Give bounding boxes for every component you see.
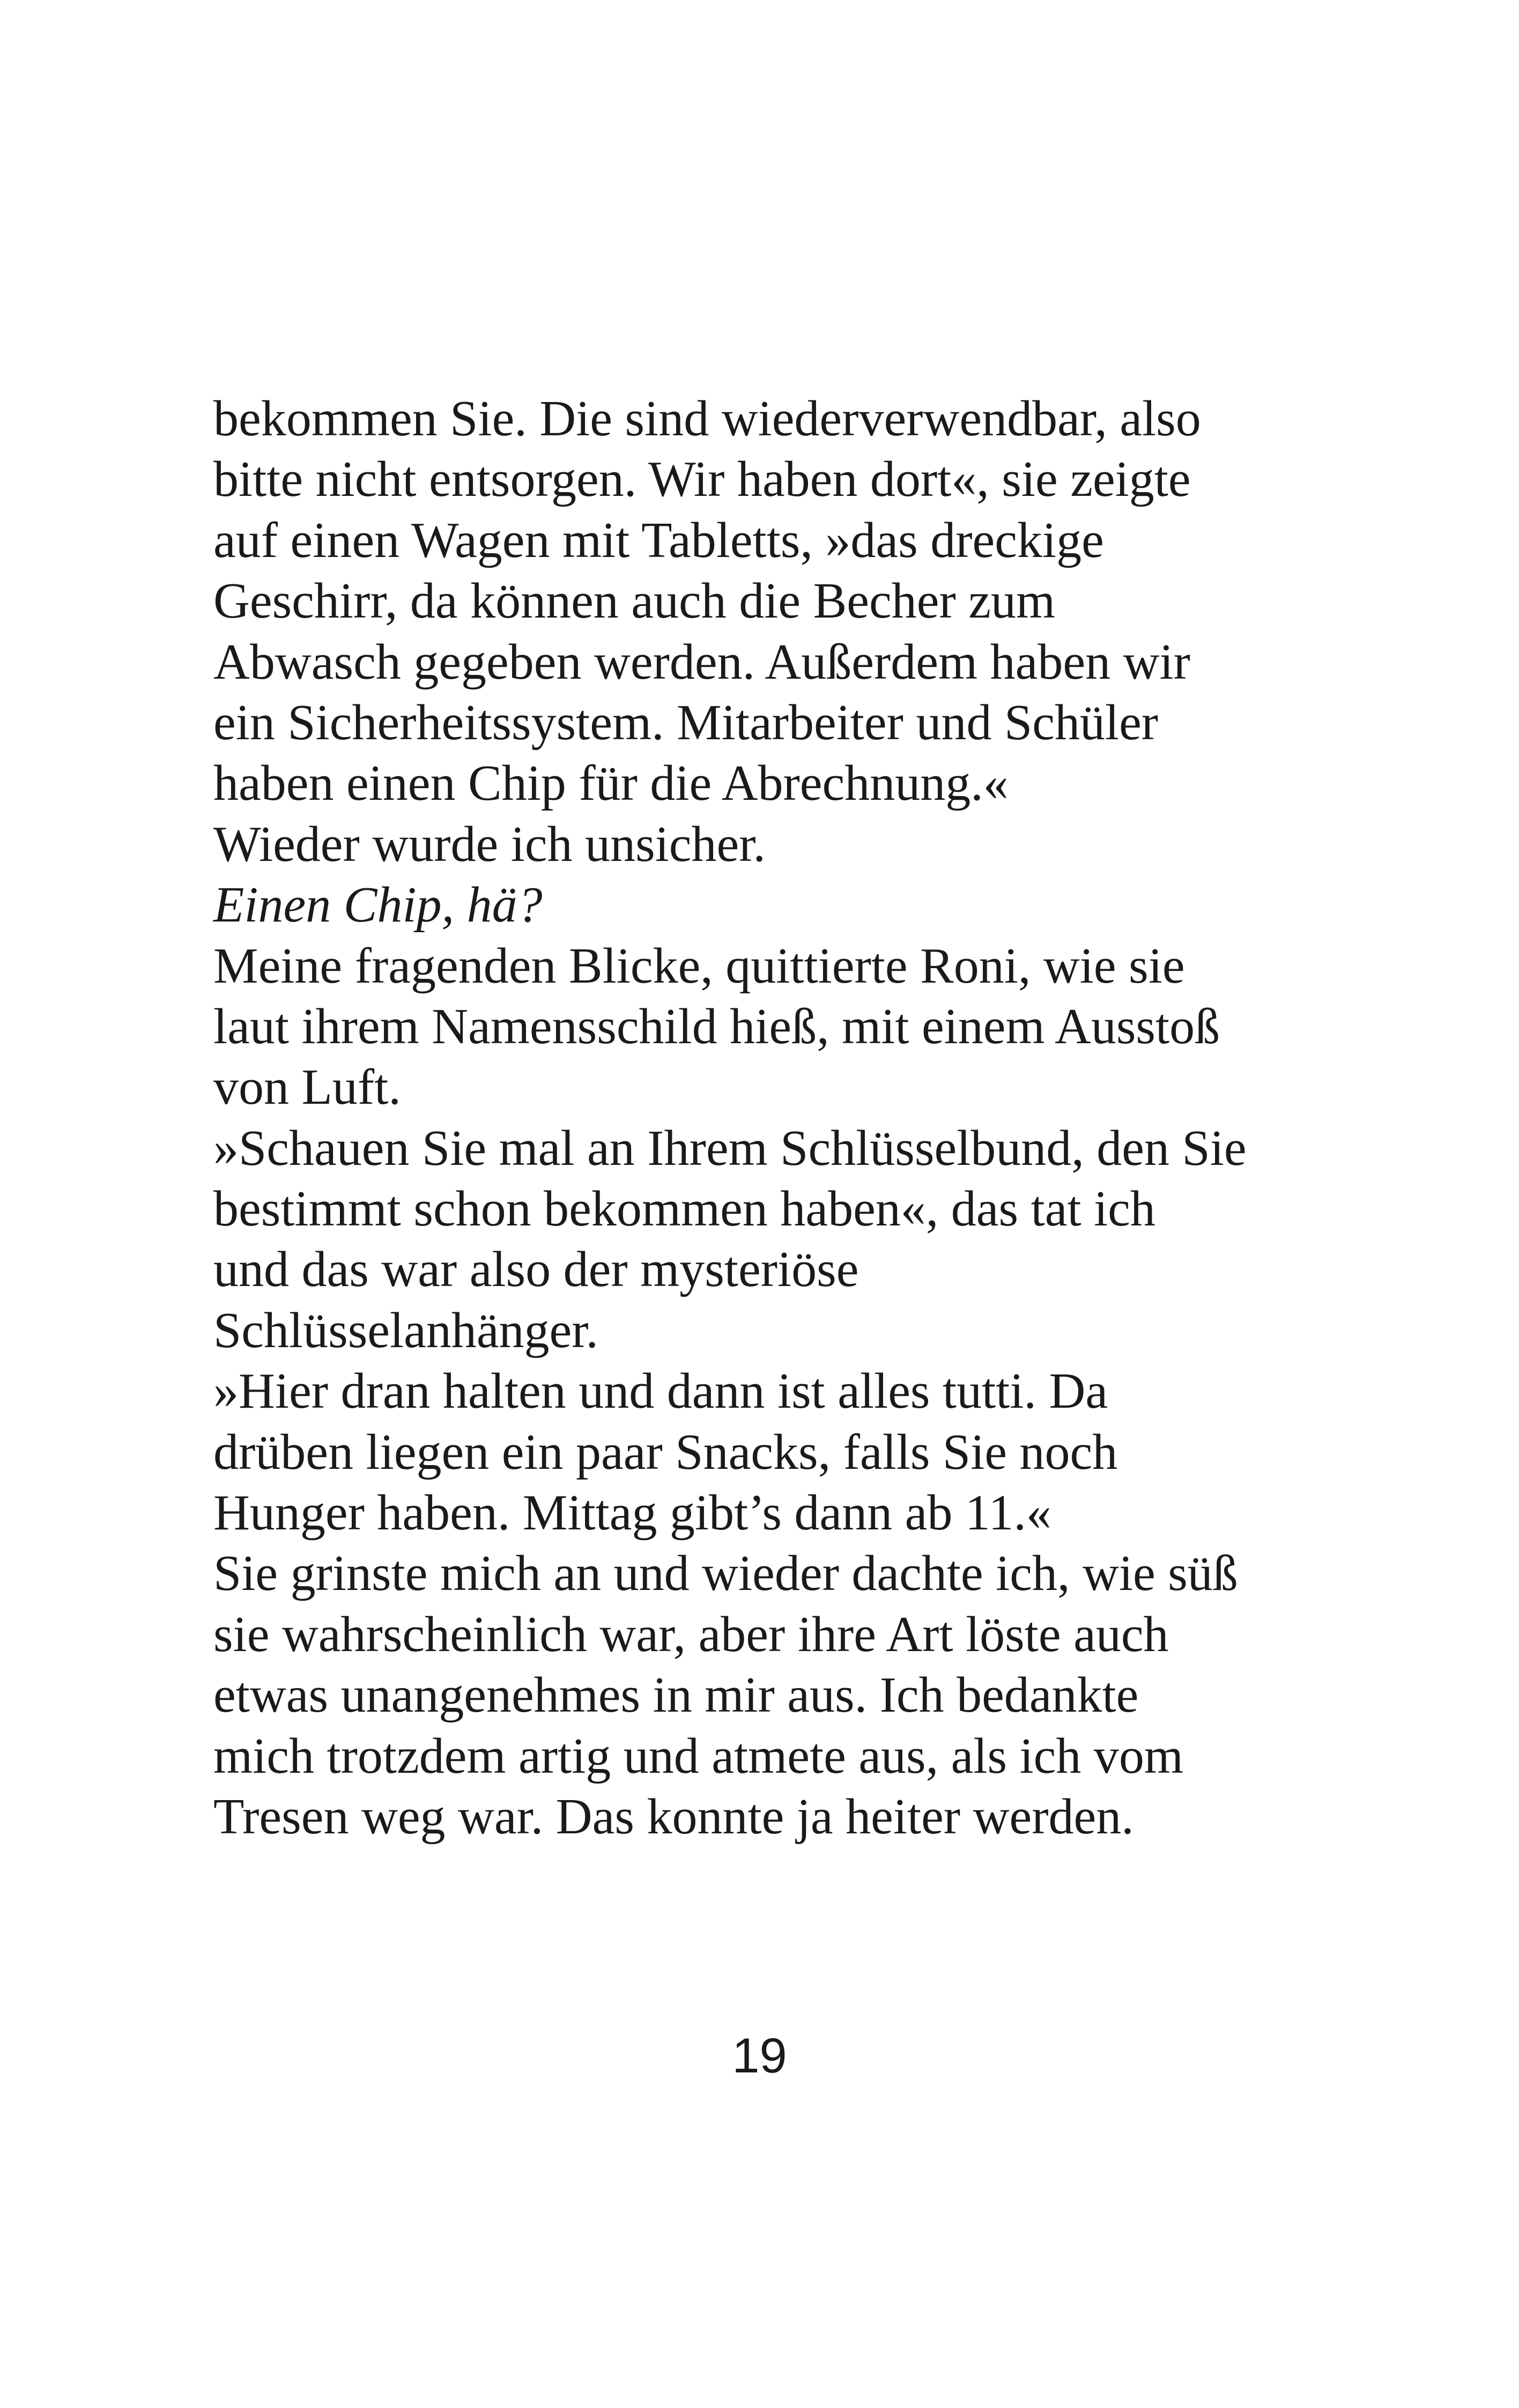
text-line: von Luft. (213, 1059, 401, 1116)
text-line: Tresen weg war. Das konnte ja heiter werden. (213, 1788, 1134, 1845)
body-text (213, 389, 1350, 1847)
text-line: Schlüsselanhänger. (213, 1302, 598, 1358)
text-line: bestimmt schon bekommen haben«, das tat ich (213, 1181, 1155, 1237)
text-line: haben einen Chip für die Abrechnung.« (213, 755, 1009, 812)
text-line: etwas unangenehmes in mir aus. Ich bedankte (213, 1667, 1139, 1723)
text-line: Wieder wurde ich unsicher. (213, 816, 766, 872)
text-line: »Schauen Sie mal an Ihrem Schlüsselbund, den Sie (213, 1120, 1247, 1176)
text-line: Sie grinste mich an und wieder dachte ich, wie süß (213, 1545, 1238, 1602)
text-line: sie wahrscheinlich war, aber ihre Art löste auch (213, 1606, 1169, 1662)
page-number: 19 (732, 2028, 787, 2083)
text-line: Hunger haben. Mittag gibt’s dann ab 11.« (213, 1485, 1051, 1541)
text-line: und das war also der mysteriöse (213, 1242, 859, 1298)
text-line: ein Sicherheitssystem. Mitarbeiter und Schüler (213, 694, 1159, 750)
text-line: Meine fragenden Blicke, quittierte Roni, wie sie (213, 938, 1185, 994)
text-line: Abwasch gegeben werden. Außerdem haben wir (213, 634, 1190, 690)
text-line: bitte nicht entsorgen. Wir haben dort«, sie zeigte (213, 451, 1191, 508)
text-line: mich trotzdem artig und atmete aus, als ich vom (213, 1728, 1183, 1784)
text-line: laut ihrem Namensschild hieß, mit einem Ausstoß (213, 998, 1220, 1054)
text-line: bekommen Sie. Die sind wiederverwendbar, also (213, 391, 1201, 447)
text-line: Geschirr, da können auch die Becher zum (213, 573, 1056, 629)
text-line: drüben liegen ein paar Snacks, falls Sie noch (213, 1424, 1118, 1480)
italic-thought-line: Einen Chip, hä? (213, 877, 543, 933)
text-line: auf einen Wagen mit Tabletts, »das dreckige (213, 512, 1104, 568)
text-line: »Hier dran halten und dann ist alles tutti. Da (213, 1363, 1108, 1419)
